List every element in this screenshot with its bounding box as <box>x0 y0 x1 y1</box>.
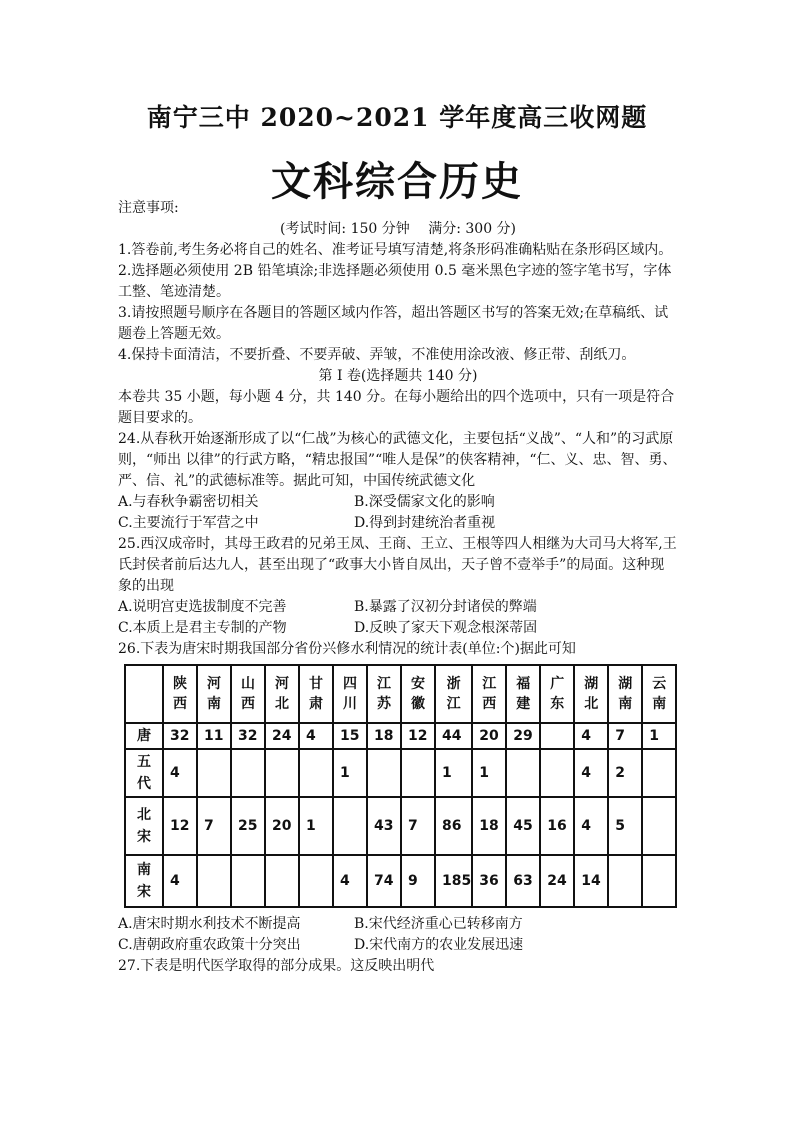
col-header: 山西 <box>231 665 265 723</box>
irrigation-table <box>124 664 677 908</box>
section-title: 第 I 卷(选择题共 140 分) <box>318 368 478 384</box>
question-25-stem: 25.西汉成帝时，其母王政君的兄弟王凤、王商、王立、王根等四人相继为大司马大将军,王氏封侯者前后达九人，甚至出现了“政事大小皆自凤出，天子曾不壹举手”的局面。这种现象的出现 <box>118 536 677 594</box>
row-label: 北宋 <box>125 797 163 855</box>
question-25-options <box>118 597 678 639</box>
row-label: 唐 <box>125 723 163 749</box>
question-27-stem: 27.下表是明代医学取得的部分成果。这反映出明代 <box>118 958 435 974</box>
notice-item-2: 2.选择题必须使用 2B 铅笔填涂;非选择题必须使用 0.5 毫米黑色字迹的签字笔书写，字体工整、笔迹清楚。 <box>118 263 672 300</box>
table-cell: 4 <box>574 749 608 797</box>
table-cell: 4 <box>163 749 197 797</box>
table-cell <box>197 855 231 907</box>
question-24-option-c[interactable]: C.主要流行于军营之中 <box>118 515 259 531</box>
question-25-option-a[interactable]: A.说明宫吏选拔制度不完善 <box>118 599 287 615</box>
table-cell: 9 <box>401 855 435 907</box>
table-cell <box>642 855 676 907</box>
question-26-option-c[interactable]: C.唐朝政府重农政策十分突出 <box>118 937 301 953</box>
table-cell: 14 <box>574 855 608 907</box>
notice-item-3: 3.请按照题号顺序在各题目的答题区域内作答，超出答题区书写的答案无效;在草稿纸、试题卷上答题无效。 <box>118 305 669 342</box>
notice-heading: 注意事项: <box>118 200 179 216</box>
table-cell: 4 <box>299 723 333 749</box>
col-header: 湖北 <box>574 665 608 723</box>
table-cell <box>540 723 574 749</box>
question-26-options <box>118 914 678 956</box>
question-24-option-a[interactable]: A.与春秋争霸密切相关 <box>118 494 259 510</box>
table-cell: 1 <box>299 797 333 855</box>
exam-subtitle: 文科综合历史 <box>271 158 523 205</box>
table-cell <box>506 749 540 797</box>
col-header: 浙江 <box>435 665 472 723</box>
question-25-option-c[interactable]: C.本质上是君主专制的产物 <box>118 620 287 636</box>
col-header: 湖南 <box>608 665 642 723</box>
table-cell: 43 <box>367 797 401 855</box>
col-header: 安徽 <box>401 665 435 723</box>
row-label: 南宋 <box>125 855 163 907</box>
col-header: 甘肃 <box>299 665 333 723</box>
table-cell <box>540 749 574 797</box>
table-cell: 4 <box>333 855 367 907</box>
question-26-option-b[interactable]: B.宋代经济重心已转移南方 <box>354 916 523 932</box>
table-row <box>125 855 676 907</box>
col-header: 河南 <box>197 665 231 723</box>
question-26-option-a[interactable]: A.唐宋时期水利技术不断提高 <box>118 916 301 932</box>
table-cell: 4 <box>574 797 608 855</box>
table-cell: 1 <box>333 749 367 797</box>
table-cell <box>265 855 299 907</box>
table-cell: 25 <box>231 797 265 855</box>
notice-item-1: 1.答卷前,考生务必将自己的姓名、准考证号填写清楚,将条形码准确粘贴在条形码区域内。 <box>118 242 673 258</box>
table-cell <box>231 855 265 907</box>
table-cell: 12 <box>401 723 435 749</box>
question-26-option-d[interactable]: D.宋代南方的农业发展迅速 <box>354 937 524 953</box>
table-cell: 24 <box>265 723 299 749</box>
question-25-option-b[interactable]: B.暴露了汉初分封诸侯的弊端 <box>354 599 537 615</box>
table-cell: 32 <box>163 723 197 749</box>
col-header: 云南 <box>642 665 676 723</box>
question-24-option-d[interactable]: D.得到封建统治者重视 <box>354 515 496 531</box>
question-24-option-b[interactable]: B.深受儒家文化的影响 <box>354 494 495 510</box>
table-cell: 5 <box>608 797 642 855</box>
table-cell <box>367 749 401 797</box>
table-cell: 63 <box>506 855 540 907</box>
table-cell <box>265 749 299 797</box>
table-cell <box>299 749 333 797</box>
col-header: 广东 <box>540 665 574 723</box>
exam-title: 南宁三中 2020~2021 学年度高三收网题 <box>146 103 648 132</box>
col-header: 福建 <box>506 665 540 723</box>
table-cell <box>299 855 333 907</box>
table-cell <box>642 797 676 855</box>
table-cell: 7 <box>401 797 435 855</box>
table-cell: 20 <box>472 723 506 749</box>
table-cell: 185 <box>435 855 472 907</box>
table-cell <box>401 749 435 797</box>
table-cell: 18 <box>367 723 401 749</box>
table-cell: 12 <box>163 797 197 855</box>
notice-item-4: 4.保持卡面清洁，不要折叠、不要弄破、弄皱，不准使用涂改液、修正带、刮纸刀。 <box>118 347 636 363</box>
table-cell: 36 <box>472 855 506 907</box>
question-24-stem: 24.从春秋开始逐渐形成了以“仁战”为核心的武德文化，主要包括“义战”、“人和”的习武原则，“师出 以律”的行武方略，“精忠报国”“唯人是保”的侠客精神，“仁、义、忠、智、勇、严、信、礼”的武德标准等。据此可知，中国传统武德文化 <box>118 431 677 489</box>
col-header: 四川 <box>333 665 367 723</box>
table-cell: 24 <box>540 855 574 907</box>
table-cell <box>231 749 265 797</box>
table-cell: 74 <box>367 855 401 907</box>
table-cell: 86 <box>435 797 472 855</box>
col-header: 江苏 <box>367 665 401 723</box>
table-cell: 2 <box>608 749 642 797</box>
question-24-options <box>118 492 678 534</box>
table-row <box>125 723 676 749</box>
table-cell: 20 <box>265 797 299 855</box>
table-cell: 11 <box>197 723 231 749</box>
col-header: 江西 <box>472 665 506 723</box>
table-cell: 16 <box>540 797 574 855</box>
table-row <box>125 749 676 797</box>
table-corner-cell <box>125 665 163 723</box>
table-cell: 4 <box>574 723 608 749</box>
table-cell: 44 <box>435 723 472 749</box>
table-header-row <box>125 665 676 723</box>
table-row <box>125 797 676 855</box>
table-cell: 7 <box>608 723 642 749</box>
table-cell: 7 <box>197 797 231 855</box>
col-header: 陕西 <box>163 665 197 723</box>
table-cell: 1 <box>642 723 676 749</box>
table-cell <box>642 749 676 797</box>
exam-content <box>118 198 678 977</box>
table-cell: 18 <box>472 797 506 855</box>
table-cell: 1 <box>472 749 506 797</box>
table-cell: 4 <box>163 855 197 907</box>
table-cell <box>608 855 642 907</box>
table-cell: 15 <box>333 723 367 749</box>
table-cell <box>197 749 231 797</box>
table-cell: 32 <box>231 723 265 749</box>
row-label: 五代 <box>125 749 163 797</box>
section-desc: 本卷共 35 小题，每小题 4 分，共 140 分。在每小题给出的四个选项中，只有一项是符合题目要求的。 <box>118 389 675 426</box>
col-header: 河北 <box>265 665 299 723</box>
table-cell <box>333 797 367 855</box>
question-26-stem: 26.下表为唐宋时期我国部分省份兴修水利情况的统计表(单位:个)据此可知 <box>118 641 576 657</box>
question-25-option-d[interactable]: D.反映了家天下观念根深蒂固 <box>354 620 538 636</box>
table-cell: 45 <box>506 797 540 855</box>
table-cell: 1 <box>435 749 472 797</box>
exam-info: (考试时间: 150 分钟 满分: 300 分) <box>279 221 517 237</box>
table-cell: 29 <box>506 723 540 749</box>
